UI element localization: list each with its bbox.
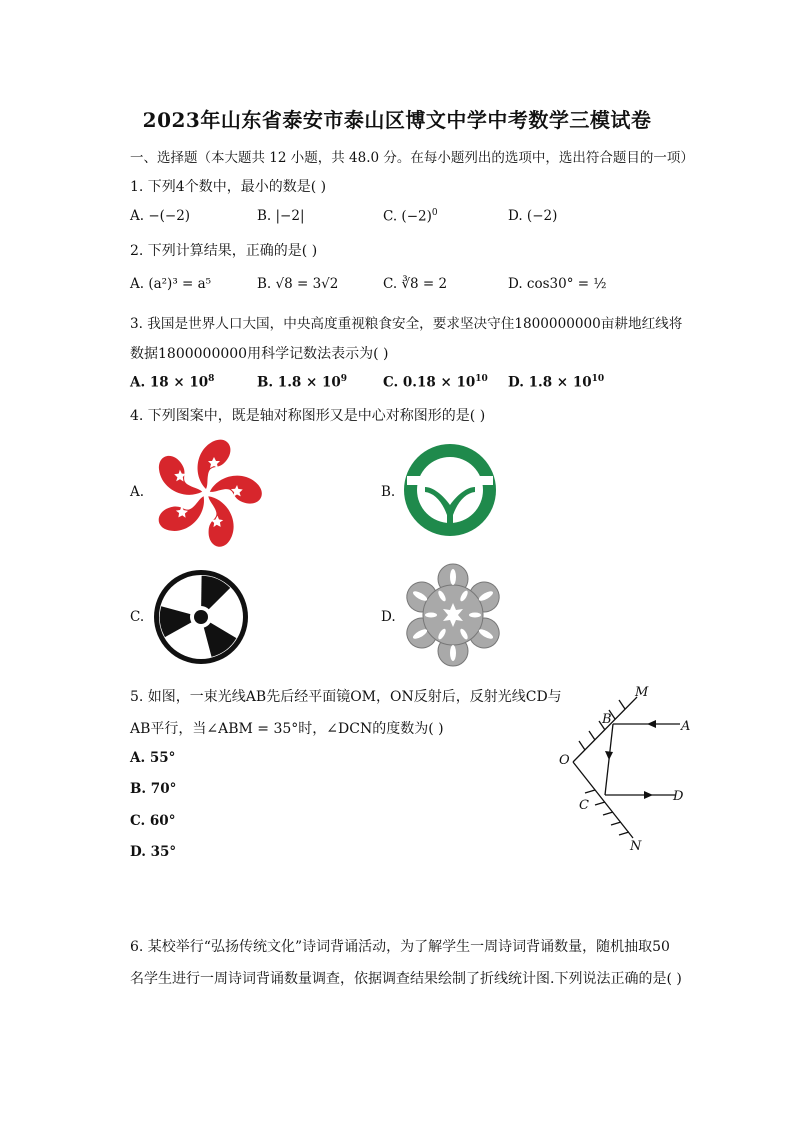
green-food-logo-icon [403,443,497,537]
q2-option-a: A. (a²)³ = a⁵ [130,276,212,292]
q2-stem: 2. 下列计算结果，正确的是( ) [130,243,318,259]
mirror-reflection-diagram [555,680,705,855]
q5-option-d: D. 35° [130,844,177,860]
q3-option-c: C. $0.18 \times 10^{10}$ [383,374,488,391]
q6-stem-line2: 名学生进行一周诗词背诵数量调查，依据调查结果绘制了折线统计图.下列说法正确的是( ) [130,971,682,987]
q1-option-c: C. $(-2)^0$ [383,208,438,225]
q3-stem-line1: 3. 我国是世界人口大国，中央高度重视粮食安全，要求坚决守住1800000000亩耕地红线将 [130,316,683,332]
q1-option-a: A. −(−2) [130,208,191,224]
label-m: M [635,685,649,700]
q1-option-b: B. |−2| [257,208,305,224]
q4-option-c-label: C. [130,609,145,625]
q5-option-a: A. 55° [130,750,176,766]
bauhinia-flower-icon [150,437,262,549]
q4-option-d-label: D. [381,609,396,625]
q1-option-d: D. (−2) [508,208,558,224]
q2-option-c: C. ∛8 = 2 [383,276,448,292]
page-title: 2023年山东省泰安市泰山区博文中学中考数学三模试卷 [142,108,652,132]
q1-stem: 1. 下列4个数中，最小的数是( ) [130,179,327,195]
q2-option-b: B. √8 = 3√2 [257,276,339,292]
snowflake-pattern-icon [403,563,503,667]
label-o: O [559,753,570,768]
q5-option-b: B. 70° [130,781,177,797]
label-c: C [579,798,589,813]
label-n: N [630,839,642,854]
q4-option-b-label: B. [381,484,396,500]
label-a: A [681,719,691,734]
q6-stem-line1: 6. 某校举行“弘扬传统文化”诗词背诵活动，为了解学生一周诗词背诵数量，随机抽取50 [130,939,670,955]
q5-stem-line1: 5. 如图，一束光线AB先后经平面镜OM，ON反射后，反射光线CD与 [130,689,562,705]
section-heading: 一、选择题（本大题共 12 小题，共 48.0 分。在每小题列出的选项中，选出符合题目的一项） [130,150,694,166]
q4-option-a-label: A. [130,484,145,500]
q3-option-d: D. $1.8 \times 10^{10}$ [508,374,605,391]
label-d: D [673,789,684,804]
q3-option-b: B. $1.8 \times 10^9$ [257,374,348,391]
q5-option-c: C. 60° [130,813,176,829]
q2-option-d: D. cos30° = ½ [508,276,607,292]
q5-stem-line2: AB平行，当∠ABM = 35°时，∠DCN的度数为( ) [130,721,444,737]
q4-stem: 4. 下列图案中，既是轴对称图形又是中心对称图形的是( ) [130,408,486,424]
q3-stem-line2: 数据1800000000用科学记数法表示为( ) [130,346,389,362]
label-b: B [602,712,612,727]
radiation-symbol-icon [153,569,249,665]
q3-option-a: A. $18 \times 10^8$ [130,374,215,391]
